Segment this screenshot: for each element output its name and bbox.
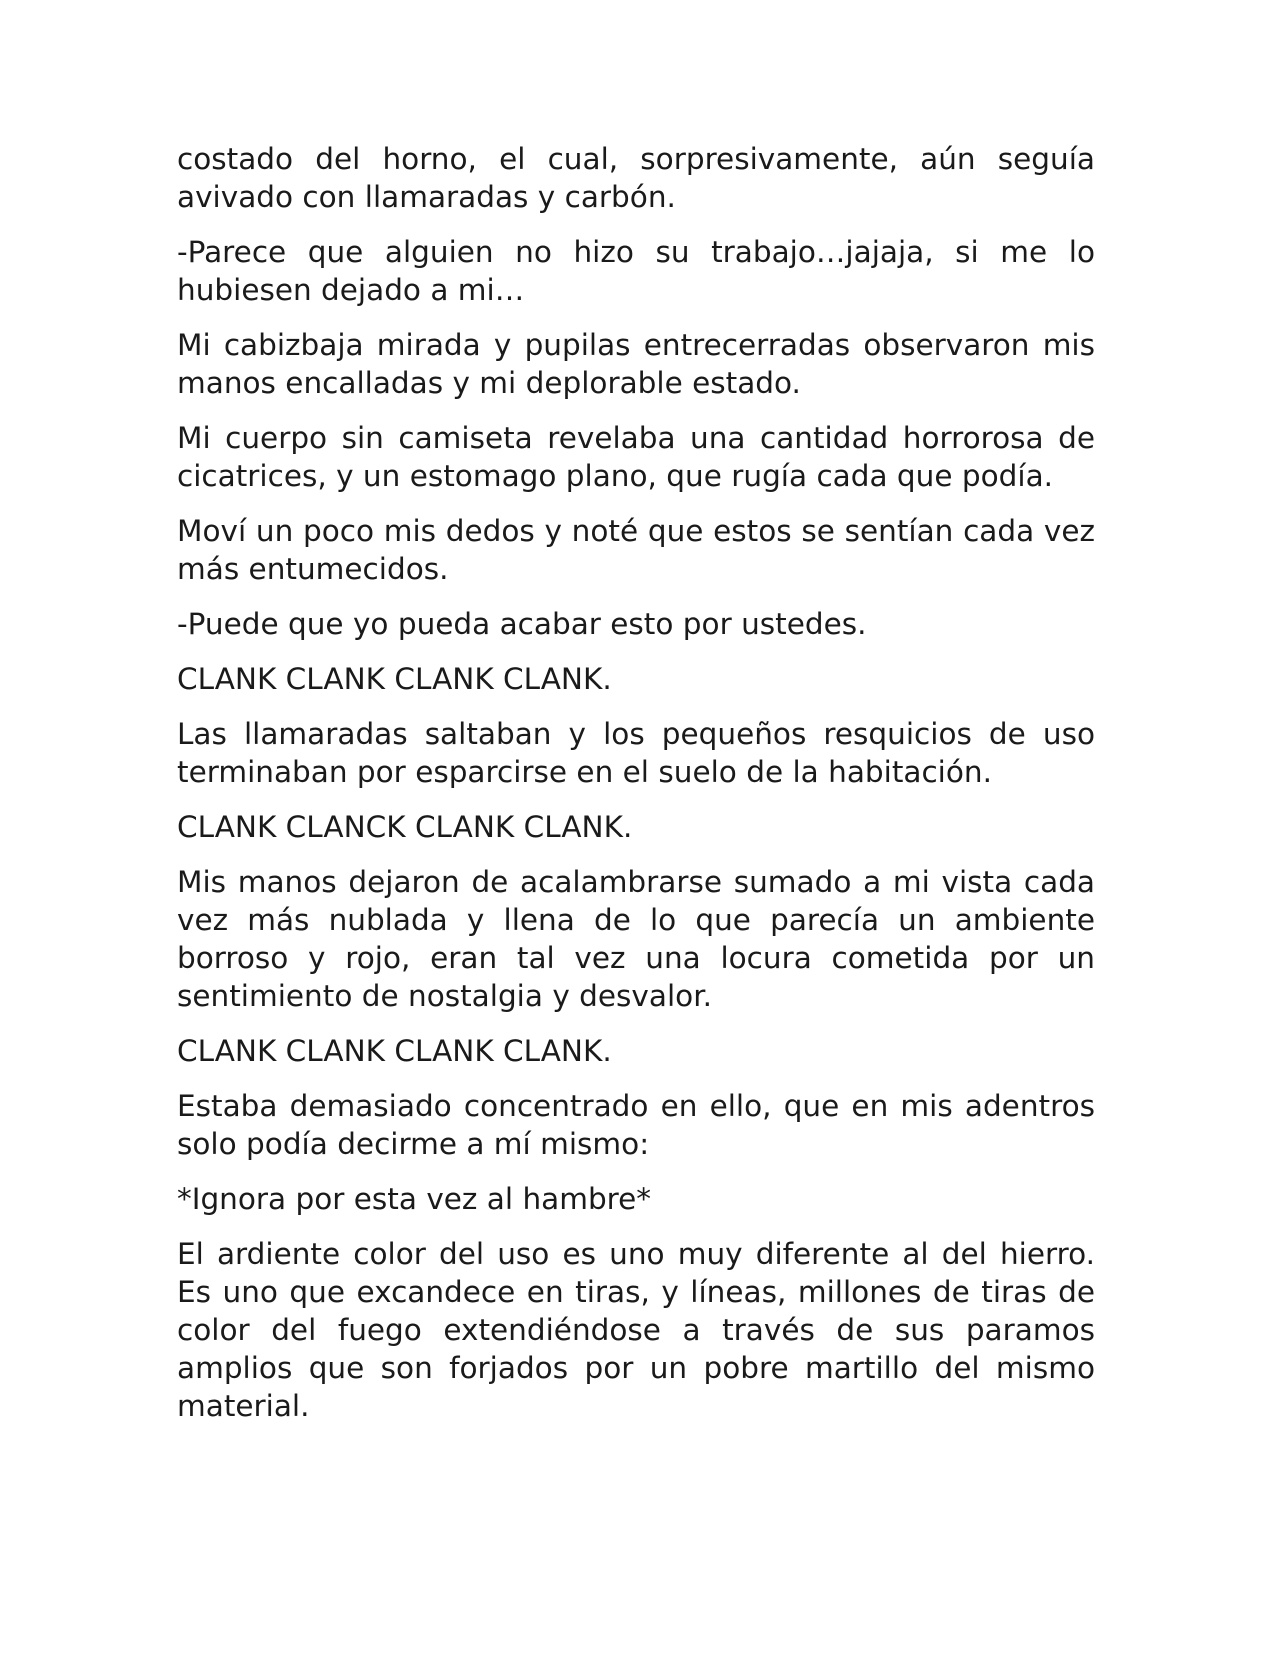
document-page (177, 140, 1095, 1442)
paragraph: Mi cabizbaja mirada y pupilas entrecerradas observaron mis manos encalladas y mi deplorable estado. (177, 328, 1095, 400)
paragraph: -Parece que alguien no hizo su trabajo…jajaja, si me lo hubiesen dejado a mi… (177, 235, 1095, 307)
paragraph: Mis manos dejaron de acalambrarse sumado a mi vista cada vez más nublada y llena de lo que parecía un ambiente borroso y rojo, eran tal vez una locura cometida por un sentimiento de nostalgia y desvalor. (177, 865, 1095, 1013)
paragraph: Estaba demasiado concentrado en ello, que en mis adentros solo podía decirme a mí mismo: (177, 1089, 1095, 1161)
paragraph: Mi cuerpo sin camiseta revelaba una cantidad horrorosa de cicatrices, y un estomago plano, que rugía cada que podía. (177, 421, 1095, 493)
paragraph: Moví un poco mis dedos y noté que estos se sentían cada vez más entumecidos. (177, 514, 1095, 586)
paragraph: costado del horno, el cual, sorpresivamente, aún seguía avivado con llamaradas y carbón. (177, 142, 1095, 214)
paragraph: *Ignora por esta vez al hambre* (177, 1182, 652, 1216)
paragraph: Las llamaradas saltaban y los pequeños resquicios de uso terminaban por esparcirse en el suelo de la habitación. (177, 717, 1095, 789)
paragraph: CLANK CLANK CLANK CLANK. (177, 662, 612, 696)
paragraph: CLANK CLANCK CLANK CLANK. (177, 810, 633, 844)
paragraph: -Puede que yo pueda acabar esto por ustedes. (177, 607, 867, 641)
paragraph: El ardiente color del uso es uno muy diferente al del hierro. Es uno que excandece en tiras, y líneas, millones de tiras de color del fuego extendiéndose a través de sus paramos amplios que son forjados por un pobre martillo del mismo material. (177, 1237, 1095, 1423)
paragraph: CLANK CLANK CLANK CLANK. (177, 1034, 612, 1068)
